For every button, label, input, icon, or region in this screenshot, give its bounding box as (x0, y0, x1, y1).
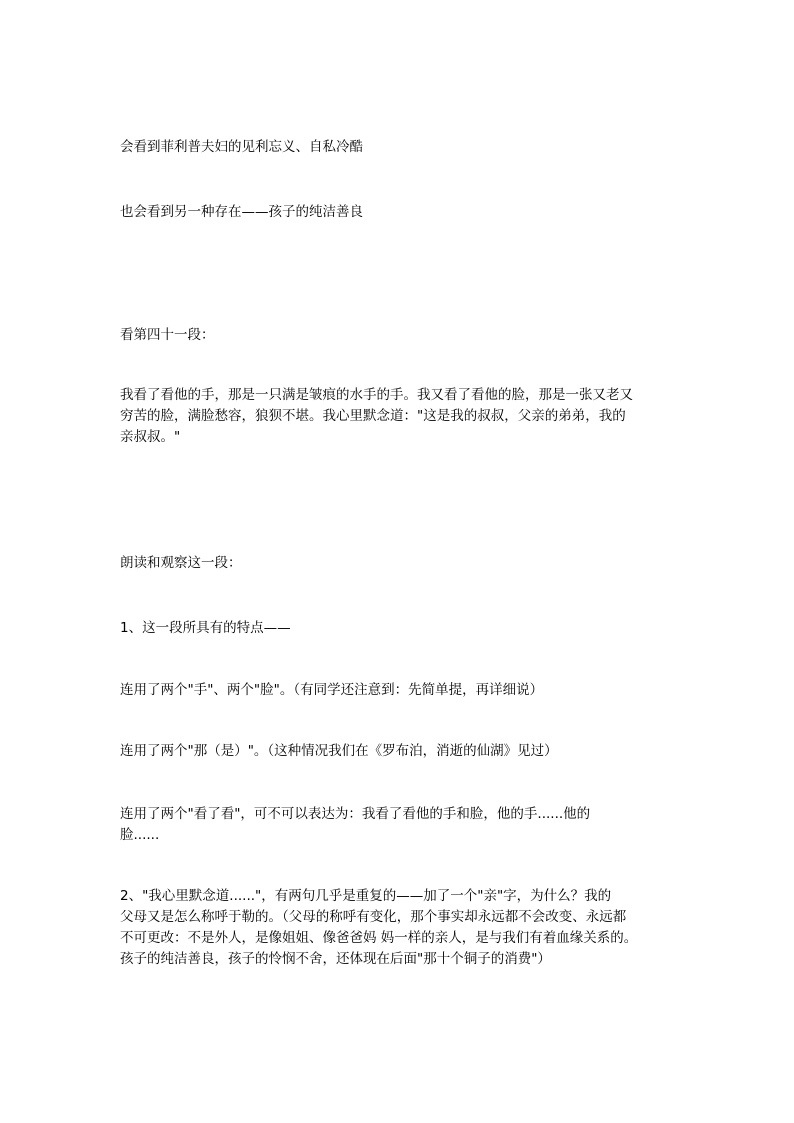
paragraph-child-kindness (120, 202, 680, 223)
text-line: 2、"我心里默念道......"，有两句几乎是重复的——加了一个"亲"字，为什么？我的 (120, 888, 612, 904)
point-kan-le-kan (120, 804, 680, 846)
point-2-paragraph (120, 886, 680, 970)
point-hand-face (120, 680, 680, 701)
text-line: 我看了看他的手，那是一只满是皱痕的水手的手。我又看了看他的脸，那是一张又老又 (120, 387, 633, 403)
text-line: 孩子的纯洁善良，孩子的怜悯不舍，还体现在后面"那十个铜子的消费"） (120, 951, 551, 967)
text-line: 亲叔叔。" (120, 429, 181, 445)
text-line: 不可更改：不是外人，是像姐姐、像爸爸妈 妈一样的亲人，是与我们有着血缘关系的。 (120, 930, 638, 946)
quoted-paragraph (120, 385, 680, 448)
text-line: 连用了两个"那（是）"。（这种情况我们在《罗布泊，消逝的仙湖》见过） (120, 743, 558, 759)
section-heading-read-observe (120, 553, 680, 574)
text-line: 脸...... (120, 827, 160, 843)
text-line: 朗读和观察这一段： (120, 555, 242, 571)
point-na-shi (120, 741, 680, 762)
point-1-heading (120, 618, 680, 639)
text-line: 穷苦的脸，满脸愁容，狼狈不堪。我心里默念道："这是我的叔叔，父亲的弟弟，我的 (120, 408, 626, 424)
text-line: 看第四十一段： (120, 327, 215, 343)
text-line: 父母又是怎么称呼于勒的。（父母的称呼有变化，那个事实却永远都不会改变、永远都 (120, 909, 627, 925)
text-line: 也会看到另一种存在——孩子的纯洁善良 (120, 204, 363, 220)
text-line: 连用了两个"手"、两个"脸"。（有同学还注意到：先简单提，再详细说） (120, 682, 544, 698)
text-line: 1、这一段所具有的特点—— (120, 620, 291, 636)
text-line: 会看到菲利普夫妇的见利忘义、自私冷酷 (120, 139, 363, 155)
section-heading-paragraph-41 (120, 325, 680, 346)
paragraph-philippe-couple (120, 137, 680, 158)
text-line: 连用了两个"看了看"，可不可以表达为：我看了看他的手和脸，他的手......他的 (120, 806, 591, 822)
